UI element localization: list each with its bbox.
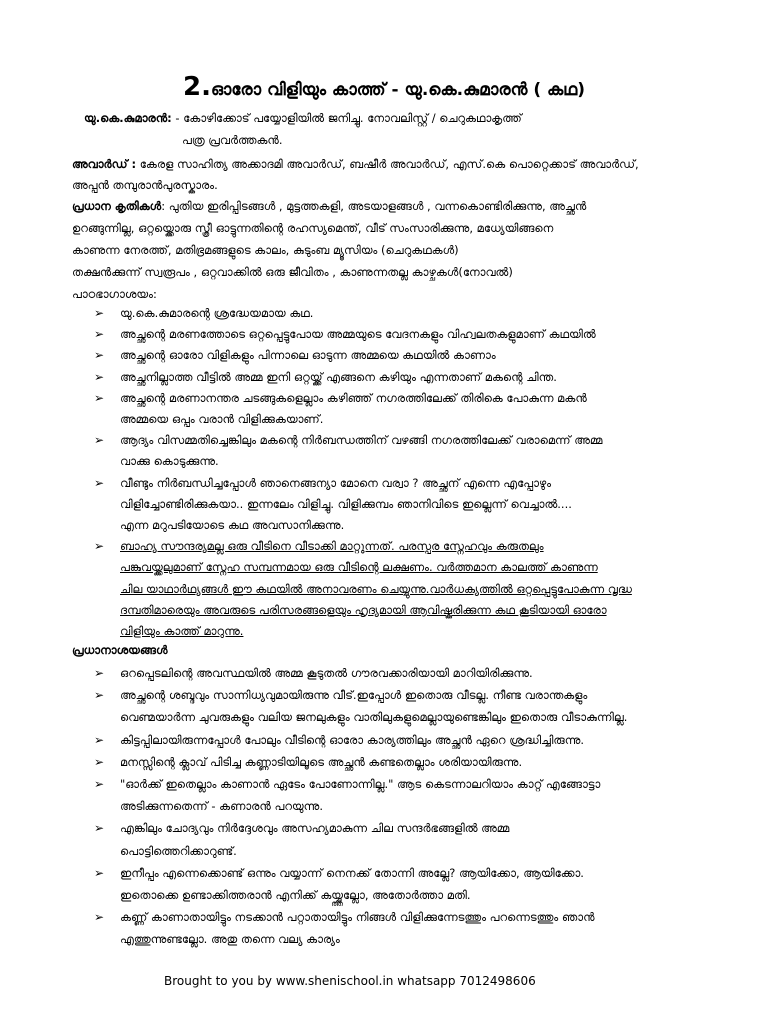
bullet-arrow-icon: ➢ [94, 433, 105, 448]
list-item-text: മനസ്സിന്റെ ക്ലാവ് പിടിച്ച കണ്ണാടിയിലൂടെ അച്ഛൻ കണ്ടതെല്ലാം ശരിയായിരുന്നു. [120, 754, 523, 769]
title-number: 2. [183, 72, 211, 102]
list-item-text: ഒറപ്പെടലിന്റെ അവസ്ഥയിൽ അമ്മ കൂടുതൽ ഗൗരവക്കാരിയായി മാറിയിരിക്കുന്നു. [120, 666, 533, 680]
list-item-text: വീണ്ടും നിർബന്ധിച്ചപ്പോൾ ഞാനെങ്ങന്യാ മോനെ വര്വാ ? അച്ഛന് എന്നെ എപ്പോഴും [120, 475, 552, 490]
list-item-text: കണ്ണ് കാണാതായിട്ടും നടക്കാൻ പറ്റാതായിട്ടും നിങ്ങൾ വിളിക്കുന്നേടത്തും പറന്നെടത്തും ഞാൻ [120, 910, 595, 925]
author-line-2: പത്ര പ്രവർത്തകൻ. [182, 133, 283, 147]
list-item-text: ആദ്യം വിസമ്മതിച്ചെങ്കിലും മകന്റെ നിർബന്ധത്തിന് വഴങ്ങി നഗരത്തിലേക്ക് വരാമെന്ന് അമ്മ [120, 433, 603, 448]
list-item-text: കിട്ടപ്പിലായിരുന്നപ്പോൾ പോലും വീടിന്റെ ഓരോ കാര്യത്തിലും അച്ഛൻ ഏറെ ശ്രദ്ധിച്ചിരുന്നു. [120, 732, 585, 747]
author-label: യു.കെ.കുമാരൻ: [84, 111, 172, 125]
bullet-arrow-icon: ➢ [94, 865, 105, 880]
bullet-arrow-icon: ➢ [94, 539, 105, 554]
awards-line-2: അപ്പൻ തമ്പുരാൻപുരസ്കാരം. [72, 178, 218, 192]
list-item-text: വിളിച്ചോണ്ടിരിക്കുകയാ.. ഇന്നലേം വിളിച്ചു. വിളിക്കുമ്പം ഞാനിവിടെ ഇല്ലെന്ന് വെച്ചാൽ.... [120, 496, 572, 511]
bullet-arrow-icon: ➢ [94, 777, 105, 791]
list-item-text: ചില യാഥാർഥ്യങ്ങൾ ഈ കഥയിൽ അനാവരണം ചെയ്യുന്നു.വാർധക്യത്തിൽ ഒറ്റപ്പെട്ടുപോകുന്ന വൃദ്ധ [120, 581, 632, 596]
bullet-arrow-icon: ➢ [94, 390, 105, 405]
list-item-text: പൊട്ടിത്തെറിക്കാറുണ്ട്. [120, 843, 237, 858]
list-item-text: വാക്കു കൊടുക്കുന്നു. [120, 454, 219, 469]
list-item-text: വെണ്മയാർന്ന ചുവരുകളും വലിയ ജനലുകളും വാതിലുകളുമെല്ലായുണ്ടെങ്കിലും ഇതൊരു വീടാകുന്നില്ല. [120, 710, 628, 725]
bullet-arrow-icon: ➢ [94, 306, 105, 320]
summary-heading: പാഠഭാഗാശയം: [72, 287, 157, 301]
list-item-text: എങ്കിലും ചോദ്യവും നിർദ്ദേശവും അസഹ്യമാകുന്ന ചില സന്ദർഭങ്ങളിൽ അമ്മ [120, 821, 510, 836]
section-heading-main-ideas: പ്രധാനാശയങ്ങൾ [72, 643, 168, 657]
author-line-1 [84, 110, 522, 126]
bullet-arrow-icon: ➢ [94, 666, 105, 680]
list-item-text: അടിക്കുന്നതെന്ന് - കണാരൻ പറയുന്നു. [120, 799, 323, 814]
bullet-arrow-icon: ➢ [94, 475, 105, 490]
list-item-text: അച്ഛന്റെ ഓരോ വിളികളും പിന്നാലെ ഓടുന്ന അമ്മയെ കഥയിൽ കാണാം [120, 348, 496, 363]
list-item-text: "ഓർക്ക് ഇതെല്ലാം കാണാൻ ഏടേം പോണോന്നില്ല." ആട കെടന്നാലറിയാം കാറ്റ് എങ്ങോട്ടാ [120, 777, 601, 791]
awards-desc-1: കേരള സാഹിത്യ അക്കാദമി അവാർഡ്, ബഷീർ അവാർഡ്, എസ്.കെ പൊറ്റെക്കാട് അവാർഡ്, [136, 157, 639, 171]
works-label: പ്രധാന കൃതികൾ [72, 199, 162, 213]
works-line-3: കാണുന്ന നേരത്ത്, മതിഭ്രമങ്ങളുടെ കാലം, കുടുംബ മ്യൂസിയം (ചെറുകഥകൾ) [72, 243, 459, 257]
bullet-arrow-icon: ➢ [94, 821, 105, 836]
works-line-1 [72, 198, 586, 214]
awards-line-1 [72, 156, 639, 172]
list-item-text: ബാഹ്യ സൗന്ദര്യമല്ല ഒരു വീടിനെ വീടാക്കി മാറ്റുന്നത്. പരസ്പര സ്നേഹവും കരുതലും [120, 539, 544, 554]
list-item-text: യു.കെ.കുമാരന്റെ ശ്രദ്ധേയമായ കഥ. [120, 306, 314, 320]
list-item-text: വിളിയും കാത്ത് മാറുന്നു. [120, 624, 244, 638]
list-item-text: അച്ഛന്റെ ശബ്ദവും സാന്നിധ്യവുമായിരുന്നു വീട്.ഇപ്പോൾ ഇതൊരു വീടല്ല. നീണ്ട വരാന്തകളും [120, 688, 588, 703]
bullet-arrow-icon: ➢ [94, 327, 105, 342]
works-line-4: തക്ഷൻക്കുന്ന് സ്വരൂപം , ഒറ്റവാക്കിൽ ഒരു ജീവിതം , കാണുന്നതല്ല കാഴ്ചകൾ(നോവൽ) [72, 265, 513, 279]
works-line-2: ഉറങ്ങുന്നില്ല, ഒറ്റയ്ക്കൊരു സ്ത്രീ ഓട്ടുന്നതിന്റെ രഹസ്യമെന്ത്, വീട് സംസാരിക്കുന്നു, മധ്യേയിങ്ങനെ [72, 221, 554, 235]
footer-credit: Brought to you by www.shenischool.in whatsapp 7012498606 [164, 974, 536, 988]
author-desc-1: - കോഴിക്കോട് പയ്യോളിയിൽ ജനിച്ചു. നോവലിസ്റ്റ് / ചെറുകഥാകൃത്ത് [171, 111, 522, 125]
list-item-text: ഇനീപ്പം എന്നെക്കൊണ്ട് ഒന്നും വയ്യാന്ന് നെനക്ക് തോന്നി അല്ലേ? ആയിക്കോ, ആയിക്കോ. [120, 865, 584, 880]
bullet-arrow-icon: ➢ [94, 910, 105, 925]
list-item-text: എന്ന മറുപടിയോടെ കഥ അവസാനിക്കുന്നു. [120, 518, 345, 532]
list-item-text: ദമ്പതിമാരെയും അവരുടെ പരിസരങ്ങളെയും ഹൃദ്യമായി ആവിഷ്കരിക്കുന്ന കഥ കൂടിയായി ഓരോ [120, 602, 607, 617]
list-item-text: അച്ഛന്റെ മരണാനന്തര ചടങ്ങുകളെല്ലാം കഴിഞ്ഞ് നഗരത്തിലേക്ക് തിരികെ പോകുന്ന മകൻ [120, 390, 587, 405]
list-item-text: പങ്കുവയ്ക്കലുമാണ് സ്നേഹ സമ്പന്നമായ ഒരു വീടിന്റെ ലക്ഷണം. വർത്തമാന കാലത്ത് കാണുന്ന [120, 560, 598, 575]
list-item-text: അമ്മയെ ഒപ്പം വരാൻ വിളിക്കുകയാണ്. [120, 412, 324, 426]
bullet-arrow-icon: ➢ [94, 688, 105, 703]
bullet-arrow-icon: ➢ [94, 369, 105, 384]
list-item-text: അച്ഛന്റെ മരണത്തോടെ ഒറ്റപ്പെട്ടുപോയ അമ്മയുടെ വേദനകളും വിഹ്വലതകളുമാണ് കഥയിൽ [120, 327, 596, 342]
works-desc-1: : പുതിയ ഇരിപ്പിടങ്ങൾ , മുട്ടത്തകളി, അടയാളങ്ങൾ , വന്നകൊണ്ടിരിക്കുന്നു, അച്ഛൻ [161, 199, 587, 213]
list-item-text: ഇതൊക്കെ ഉണ്ടാക്കിത്തരാൻ എനിക്ക് കയ്യ്ത്തല്ലോ, അതോർത്താ മതി. [120, 888, 471, 902]
list-item-text: എത്തുന്നുണ്ടല്ലോ. അതു തന്നെ വല്യ കാര്യം [120, 932, 340, 947]
title-text: ഓരോ വിളിയും കാത്ത് - യു.കെ.കുമാരൻ ( കഥ) [210, 80, 585, 100]
page-title [0, 72, 768, 102]
bullet-arrow-icon: ➢ [94, 732, 105, 747]
bullet-arrow-icon: ➢ [94, 348, 105, 363]
list-item-text: അച്ഛനില്ലാത്ത വീട്ടിൽ അമ്മ ഇനി ഒറ്റയ്ക്ക് എങ്ങനെ കഴിയും എന്നതാണ് മകന്റെ ചിന്ത. [120, 369, 557, 384]
bullet-arrow-icon: ➢ [94, 754, 105, 769]
awards-label: അവാർഡ് : [72, 157, 137, 171]
